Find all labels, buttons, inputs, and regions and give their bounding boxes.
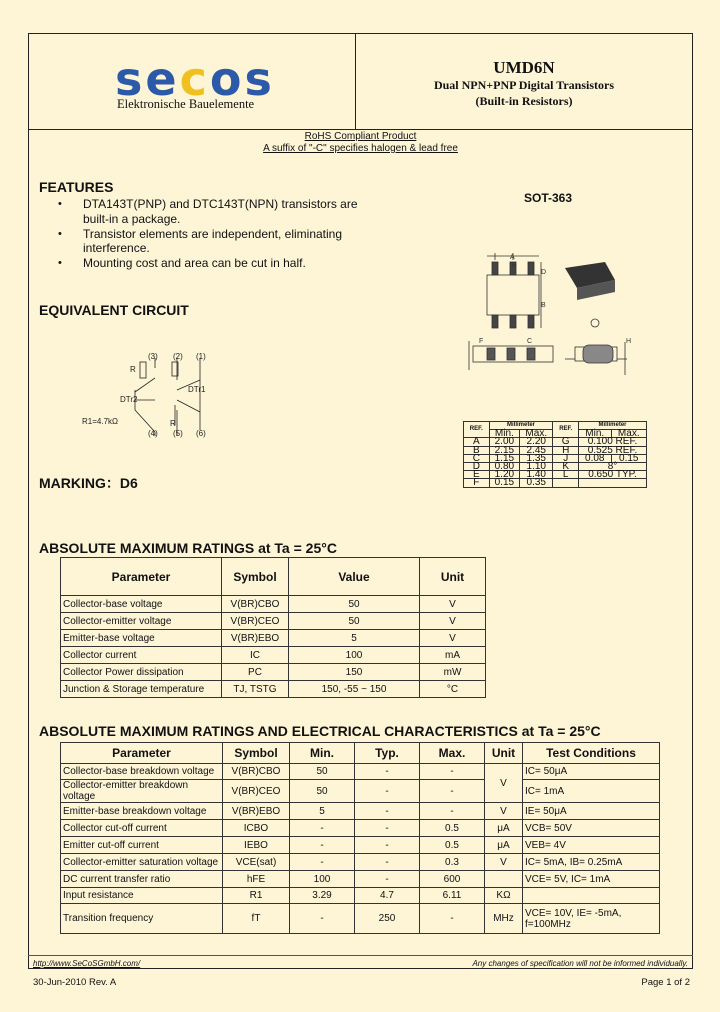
table-row: Junction & Storage temperature TJ, TSTG 150, -55 ~ 150 °C xyxy=(61,681,486,698)
table-row: Transition frequency fT - 250 - MHz VCE= 10V, IE= -5mA, f=100MHz xyxy=(61,904,660,934)
table-row: Emitter cut-off current IEBO - - 0.5 μA VEB= 4V xyxy=(61,837,660,854)
package-name: SOT-363 xyxy=(524,191,573,205)
subtitle-2: (Built-in Resistors) xyxy=(475,94,573,108)
features-title: FEATURES xyxy=(39,179,114,195)
abs-head: Symbol xyxy=(222,558,289,596)
table-row: Emitter-base breakdown voltage V(BR)EBO 5 - - V IE= 50μA xyxy=(61,803,660,820)
elec-head: Symbol xyxy=(223,743,290,764)
table-row: Collector-base voltage V(BR)CBO 50 V xyxy=(61,596,486,613)
resistor-label: R xyxy=(130,365,136,374)
dim-sub-min2: Min. xyxy=(579,430,612,438)
transistor-label: DTr1 xyxy=(188,385,206,394)
dim-row: D 0.80 1.10 K 8° xyxy=(464,463,647,471)
abs-max-table xyxy=(60,557,486,698)
elec-head: Min. xyxy=(290,743,355,764)
table-row: Input resistance R1 3.29 4.7 6.11 KΩ xyxy=(61,888,660,904)
subtitle-1: Dual NPN+PNP Digital Transistors xyxy=(433,78,615,92)
dim-sub-max: Max. xyxy=(520,430,553,438)
elec-head: Parameter xyxy=(61,743,223,764)
table-row: Emitter-base voltage V(BR)EBO 5 V xyxy=(61,630,486,647)
table-row: Collector Power dissipation PC 150 mW xyxy=(61,664,486,681)
feature-item: • DTA143T(PNP) and DTC143T(NPN) transistors are built-in a package. xyxy=(58,197,358,226)
abs-head: Parameter xyxy=(61,558,222,596)
rohs-line-2: A suffix of "-C" specifies halogen & lead free xyxy=(263,143,458,154)
dim-row: C 1.15 1.35 J 0.08 0.15 xyxy=(464,454,647,462)
dim-sub-min: Min. xyxy=(489,430,520,438)
pin-4: (4) xyxy=(148,429,158,438)
footer-divider xyxy=(28,955,693,956)
part-number: UMD6N xyxy=(493,58,555,77)
feature-item: • Mounting cost and area can be cut in half. xyxy=(58,256,358,271)
company-name: Elektronische Bauelemente xyxy=(117,97,255,111)
elec-head: Test Conditions xyxy=(523,743,660,764)
table-row: Collector current IC 100 mA xyxy=(61,647,486,664)
dim-head-ref2: REF. xyxy=(553,422,579,438)
pin-1: (1) xyxy=(196,352,206,361)
equivalent-circuit xyxy=(80,350,220,440)
package-drawing xyxy=(465,250,690,390)
feature-item: • Transistor elements are independent, eliminating interference. xyxy=(58,227,358,256)
elec-head: Typ. xyxy=(355,743,420,764)
dim-label-d: D xyxy=(541,269,547,276)
elec-head: Max. xyxy=(420,743,485,764)
dim-label-b: B xyxy=(541,302,546,309)
pin-5: (5) xyxy=(173,429,183,438)
dim-row: E 1.20 1.40 L 0.650 TYP. xyxy=(464,471,647,479)
dim-label-f: F xyxy=(479,338,484,345)
abs-head: Value xyxy=(289,558,420,596)
features-list xyxy=(58,197,358,271)
header-divider xyxy=(28,129,693,130)
dim-sub-max2: Max. xyxy=(611,430,646,438)
dim-label-h: H xyxy=(626,338,632,345)
dimensions-table xyxy=(463,421,647,488)
footer-page: Page 1 of 2 xyxy=(641,977,690,988)
equivalent-title: EQUIVALENT CIRCUIT xyxy=(39,302,189,318)
table-row: Collector-emitter saturation voltage VCE(sat) - - 0.3 V IC= 5mA, IB= 0.25mA xyxy=(61,854,660,871)
elec-table xyxy=(60,742,660,934)
dim-head-mm2: Millimeter xyxy=(579,422,647,430)
dim-label-a: A xyxy=(510,254,515,261)
dim-row: B 2.15 2.45 H 0.525 REF. xyxy=(464,446,647,454)
dim-row: A 2.00 2.20 G 0.100 REF. xyxy=(464,438,647,446)
resistor-value: R1=4.7kΩ xyxy=(82,417,118,426)
table-row: Collector-emitter breakdown voltage V(BR)CEO 50 - - IC= 1mA xyxy=(61,780,660,803)
resistor-label: R xyxy=(170,419,176,428)
elec-title: ABSOLUTE MAXIMUM RATINGS AND ELECTRICAL CHARACTERISTICS at Ta = 25°C xyxy=(39,723,601,739)
table-row: Collector-base breakdown voltage V(BR)CBO 50 - - V IC= 50μA xyxy=(61,764,660,780)
pin-2: (2) xyxy=(173,352,183,361)
table-row: Collector cut-off current ICBO - - 0.5 μA VCB= 50V xyxy=(61,820,660,837)
marking: MARKING：D6 xyxy=(39,475,138,491)
rohs-line-1: RoHS Compliant Product xyxy=(304,131,417,142)
pin-6: (6) xyxy=(196,429,206,438)
dim-head-ref: REF. xyxy=(464,422,490,438)
pin-3: (3) xyxy=(148,352,158,361)
company-logo: secos xyxy=(115,52,275,106)
dim-row: F 0.15 0.35 xyxy=(464,479,647,487)
footer-url[interactable]: http://www.SeCoSGmbH.com/ xyxy=(33,959,141,968)
abs-max-title: ABSOLUTE MAXIMUM RATINGS at Ta = 25°C xyxy=(39,540,337,556)
dim-label-c: C xyxy=(527,338,533,345)
dim-head-mm: Millimeter xyxy=(489,422,553,430)
elec-head: Unit xyxy=(485,743,523,764)
abs-head: Unit xyxy=(420,558,486,596)
table-row: DC current transfer ratio hFE 100 - 600 VCE= 5V, IC= 1mA xyxy=(61,871,660,888)
transistor-label: DTr2 xyxy=(120,395,138,404)
footer-date-rev: 30-Jun-2010 Rev. A xyxy=(33,977,117,988)
table-row: Collector-emitter voltage V(BR)CEO 50 V xyxy=(61,613,486,630)
dim-label-e: E xyxy=(512,262,517,269)
footer-notice: Any changes of specification will not be informed individually. xyxy=(472,959,688,968)
